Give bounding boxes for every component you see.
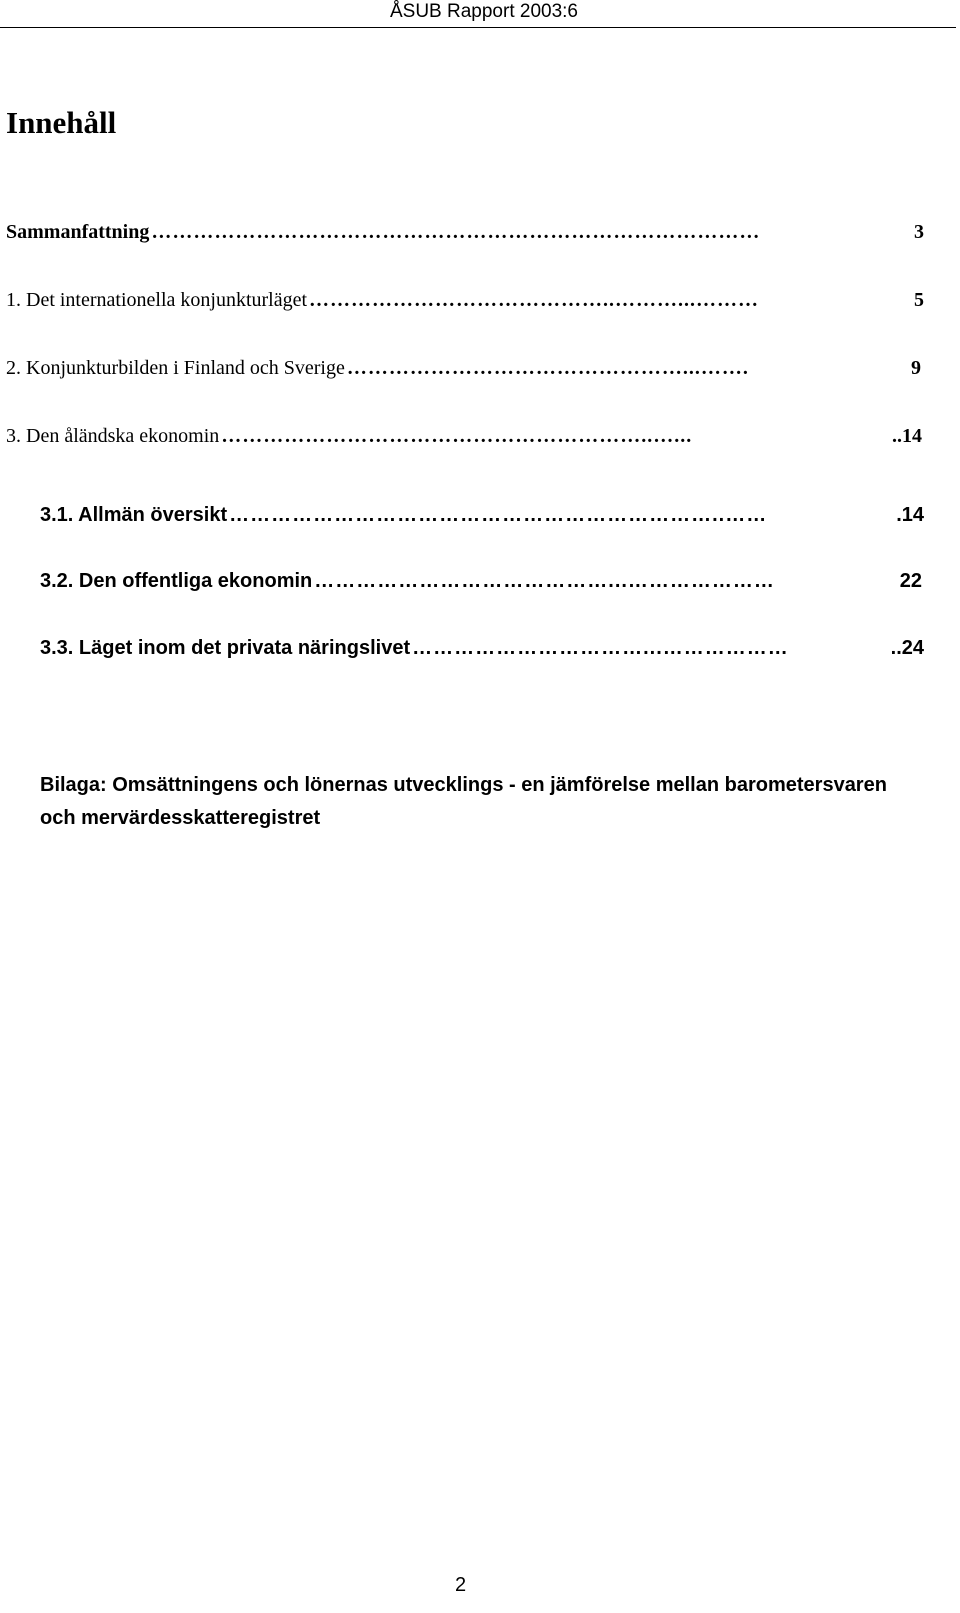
running-header	[0, 0, 956, 28]
toc-entry-label: 3.1. Allmän översikt	[40, 504, 228, 526]
toc-entry-label: 3.3. Läget inom det privata näringslivet	[40, 637, 411, 659]
toc-entry-label: 1. Det internationella konjunkturläget	[6, 289, 308, 311]
dot-leader: ……………………………...………………	[412, 637, 789, 659]
toc-entry-section-3-2[interactable]	[40, 569, 922, 593]
toc-entry-chapter-2[interactable]	[6, 356, 921, 380]
page-number: 2	[455, 1574, 467, 1596]
toc-entry-page: .14	[896, 504, 924, 526]
dot-leader: ……………………………………………………………………………	[151, 221, 761, 243]
dot-leader: …………………………………………...…….	[346, 357, 749, 379]
toc-entry-page: 9	[911, 357, 921, 379]
toc-title: Innehåll	[6, 105, 117, 140]
toc-entry-sammanfattning[interactable]	[6, 220, 924, 244]
toc-entry-section-3-3[interactable]	[40, 636, 924, 660]
appendix-entry[interactable]: Bilaga: Omsättningens och lönernas utvecklings - en jämförelse mellan barometersvaren och mervärdesskatteregistret	[40, 774, 887, 829]
toc-entry-page: 22	[899, 570, 922, 592]
dot-leader: ……………………………………………………..…...	[221, 425, 693, 447]
report-identifier: ÅSUB Rapport 2003:6	[389, 1, 578, 22]
toc-entry-page: 3	[914, 221, 924, 243]
dot-leader: ……………………………………..………...………	[309, 289, 760, 311]
toc-entry-chapter-3[interactable]	[6, 424, 922, 448]
toc-entry-label: 2. Konjunkturbilden i Finland och Sverige	[6, 357, 345, 379]
toc-entry-chapter-1[interactable]	[6, 288, 924, 312]
toc-entry-page: ..24	[890, 637, 924, 659]
dot-leader: ……………………………………...…………………	[314, 570, 775, 592]
toc-entry-label: 3.2. Den offentliga ekonomin	[40, 570, 313, 592]
toc-entry-page: 5	[914, 289, 924, 311]
toc-entry-section-3-1[interactable]	[40, 503, 924, 527]
dot-leader: ……………………………………………………………..……	[229, 504, 768, 526]
toc-entry-label: 3. Den åländska ekonomin	[6, 425, 220, 447]
toc-entry-label: Sammanfattning	[6, 221, 150, 243]
toc-entry-page: ..14	[892, 425, 922, 447]
